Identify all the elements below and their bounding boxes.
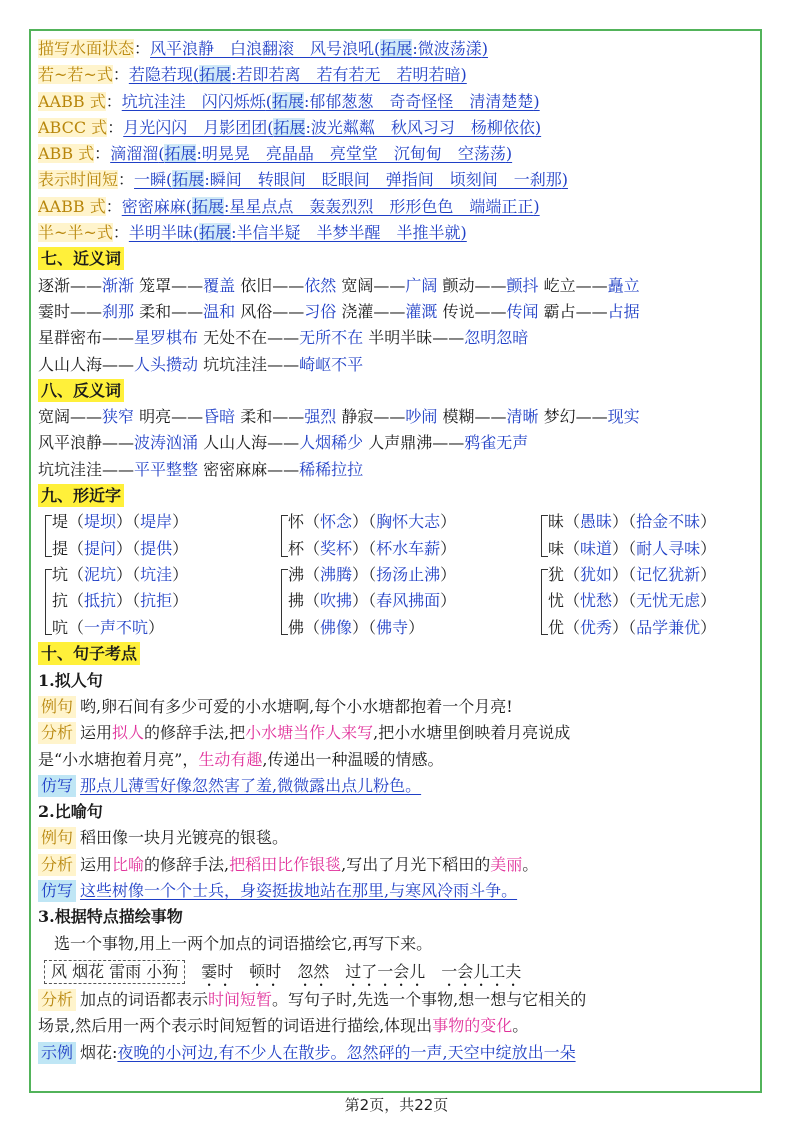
word: 明亮 [139, 407, 172, 427]
extension-tag: 拓展 [273, 117, 306, 137]
paired-word: 稀稀拉拉 [299, 459, 364, 479]
expansion-label: AABB 式 [38, 196, 106, 216]
base-words: 月光闪闪 月影团团 [123, 117, 268, 137]
extension-words: :半信半疑 半梦半醒 半推半就 [231, 223, 461, 243]
word-pair-line: 风平浪静——波涛汹涌 人山人海——人烟稀少 人声鼎沸——鸦雀无声 [38, 433, 529, 453]
word-pair-line: 人山人海——人头攒动 坑坑洼洼——崎岖不平 [38, 354, 364, 374]
extension-tag: 拓展 [164, 144, 197, 164]
expansion-line [38, 141, 760, 167]
paired-word: 狭窄 [102, 407, 135, 427]
similar-characters-grid [38, 509, 760, 641]
char: 拂 [288, 591, 305, 611]
word: 风平浪静 [38, 433, 103, 453]
expansion-words: 半明半昧(拓展:半信半疑 半梦半醒 半推半就) [128, 223, 467, 243]
char: 抗 [52, 591, 69, 611]
char: 吭 [52, 617, 69, 637]
expansion-label: 描写水面状态 [38, 39, 135, 58]
char-row: 提（提问）（提供） [52, 538, 189, 558]
char-word: 提问 [84, 538, 117, 558]
char-row: 杯（奖杯）（杯水车薪） [288, 538, 457, 558]
word: 静寂 [341, 407, 374, 427]
char-word: 愚昧 [580, 512, 613, 532]
task-instruction: 选一个事物,用上一两个加点的词语描绘它,再写下来。 [54, 933, 433, 953]
char: 优 [548, 617, 565, 637]
expansion-words: 月光闪闪 月影团团(拓展:波光粼粼 秋风习习 杨柳依依) [123, 117, 542, 137]
word: 宽阔 [341, 275, 374, 295]
word: 浇灌 [341, 301, 374, 321]
expansion-line [38, 220, 760, 246]
expansion-label: ABCC 式 [38, 117, 108, 137]
expansion-label: 表示时间短 [38, 170, 119, 190]
paired-word: 人烟稀少 [299, 433, 364, 453]
base-words: 一瞬 [134, 170, 167, 190]
paired-word: 强烈 [304, 407, 337, 427]
paired-word: 清晰 [506, 407, 539, 427]
imitation-2: 仿写 这些树像一个个士兵，身姿挺拔地站在那里,与寒风冷雨斗争。 [38, 878, 760, 904]
page-footer: 第2页，共22页 [344, 1096, 449, 1114]
base-words: 坑坑洼洼 闪闪烁烁 [121, 91, 266, 111]
word-expansion-list [38, 36, 760, 246]
paired-word: 无所不在 [299, 328, 364, 348]
paired-word: 昏暗 [203, 407, 236, 427]
word: 风俗 [240, 301, 273, 321]
brace-line [541, 569, 548, 635]
char-group [548, 509, 716, 640]
synonym-list [38, 273, 760, 378]
char-word: 忧愁 [580, 591, 613, 611]
paired-word: 传闻 [506, 301, 539, 321]
char-word: 一声不吭 [84, 617, 149, 637]
paired-word: 覆盖 [203, 275, 236, 295]
char-row: 佛（佛像）（佛寺） [288, 617, 425, 637]
char-word: 抗拒 [140, 591, 173, 611]
word: 颤动 [442, 275, 475, 295]
word: 无处不在 [203, 328, 268, 348]
expansion-line [38, 194, 760, 220]
char-word: 味道 [580, 538, 613, 558]
expansion-words: 一瞬(拓展:瞬间 转眼间 眨眼间 弹指间 顷刻间 一刹那) [134, 170, 568, 190]
char-row: 抗（抵抗）（抗拒） [52, 591, 189, 611]
char-word: 优秀 [580, 617, 613, 637]
analysis-1-cont: 是“小水塘抱着月亮”，生动有趣,传递出一种温暖的情感。 [38, 749, 444, 769]
expansion-line [38, 167, 760, 193]
char-word: 无忧无虑 [636, 591, 701, 611]
word: 半明半昧 [368, 328, 433, 348]
char-word: 犹如 [580, 564, 613, 584]
word: 柔和 [240, 407, 273, 427]
expansion-sep: ： [112, 65, 129, 85]
base-words: 半明半昧 [128, 223, 193, 243]
char-word: 品学兼优 [636, 617, 701, 637]
char-row: 拂（吹拂）（春风拂面） [288, 591, 457, 611]
paired-word: 广阔 [405, 275, 438, 295]
base-words: 密密麻麻 [121, 196, 186, 216]
word: 逐渐 [38, 275, 71, 295]
char: 堤 [52, 512, 69, 532]
char-row: 沸（沸腾）（扬汤止沸） [288, 564, 457, 584]
brace-line [281, 569, 288, 635]
word-pair-line: 星群密布——星罗棋布 无处不在——无所不在 半明半昧——忽明忽暗 [38, 328, 529, 348]
paired-word: 忽明忽暗 [464, 328, 529, 348]
char-word: 堤坝 [84, 512, 117, 532]
expansion-label: 若~若~式 [38, 65, 113, 85]
word: 人山人海 [38, 354, 103, 374]
expansion-words: 坑坑洼洼 闪闪烁烁(拓展:郁郁葱葱 奇奇怪怪 清清楚楚) [121, 91, 540, 111]
imitation-1: 仿写 那点儿薄雪好像忽然害了羞,微微露出点儿粉色。 [38, 773, 760, 799]
extension-words: :星星点点 轰轰烈烈 形形色色 端端正正 [224, 196, 534, 216]
analysis-3-cont: 场景,然后用一两个表示时间短暂的词语进行描绘,体现出事物的变化。 [38, 1016, 529, 1036]
expansion-line [38, 115, 760, 141]
char-row: 怀（怀念）（胸怀大志） [288, 512, 457, 532]
paired-word: 颤抖 [506, 275, 539, 295]
paired-word: 崎岖不平 [299, 354, 364, 374]
char-word: 春风拂面 [376, 591, 441, 611]
paired-word: 温和 [203, 301, 236, 321]
expansion-words: 风平浪静 白浪翻滚 风号浪吼(拓展:微波荡漾) [150, 39, 488, 58]
char-word: 拾金不昧 [636, 512, 701, 532]
page-content [38, 36, 760, 1066]
expansion-sep: ： [94, 144, 111, 164]
word-pair-line: 逐渐——渐渐 笼罩——覆盖 依旧——依然 宽阔——广阔 颤动——颤抖 屹立——矗立 [38, 275, 640, 295]
char-row: 优（优秀）（品学兼优） [548, 617, 717, 637]
section-10-heading: 十、句子考点 [38, 641, 760, 667]
char-row: 犹（犹如）（记忆犹新） [548, 564, 717, 584]
paired-word: 现实 [607, 407, 640, 427]
word: 星群密布 [38, 328, 103, 348]
paired-word: 平平整整 [134, 459, 199, 479]
expansion-sep: ： [134, 39, 151, 58]
word: 密密麻麻 [203, 459, 268, 479]
expansion-words: 滴溜溜(拓展:明晃晃 亮晶晶 亮堂堂 沉甸甸 空荡荡) [110, 144, 513, 164]
word: 坑坑洼洼 [203, 354, 268, 374]
paired-word: 吵闹 [405, 407, 438, 427]
example-sentence-2: 例句 稻田像一块月光镀亮的银毯。 [38, 825, 760, 851]
char-word: 记忆犹新 [636, 564, 701, 584]
char-group [52, 509, 188, 640]
char-word: 扬汤止沸 [376, 564, 441, 584]
expansion-sep: ： [118, 170, 135, 190]
word: 人山人海 [203, 433, 268, 453]
expansion-sep: ： [105, 91, 122, 111]
analysis-1: 分析 运用拟人的修辞手法,把小水塘当作人来写,把小水塘里倒映着月亮说成 [38, 720, 760, 746]
char-word: 胸怀大志 [376, 512, 441, 532]
expansion-sep: ： [105, 196, 122, 216]
char-word: 堤岸 [140, 512, 173, 532]
paired-word: 灌溉 [405, 301, 438, 321]
paired-word: 渐渐 [102, 275, 135, 295]
char: 味 [548, 538, 565, 558]
paired-word: 习俗 [304, 301, 337, 321]
extension-tag: 拓展 [380, 39, 413, 58]
char-group [288, 509, 456, 640]
extension-tag: 拓展 [192, 196, 225, 216]
paired-word: 波涛汹涌 [134, 433, 199, 453]
analysis-3: 分析 加点的词语都表示时间短暂。写句子时,先选一个事物,想一想与它相关的 [38, 987, 760, 1013]
char-word: 佛像 [320, 617, 353, 637]
char: 杯 [288, 538, 305, 558]
word-pair-line: 霎时——刹那 柔和——温和 风俗——习俗 浇灌——灌溉 传说——传闻 霸占——占据 [38, 301, 640, 321]
sample-answer: 示例 烟花:夜晚的小河边,有不少人在散步。忽然砰的一声,天空中绽放出一朵 [38, 1040, 760, 1066]
paired-word: 刹那 [102, 301, 135, 321]
char-word: 沸腾 [320, 564, 353, 584]
word: 传说 [442, 301, 475, 321]
word: 柔和 [139, 301, 172, 321]
char: 坑 [52, 564, 69, 584]
expansion-label: AABB 式 [38, 91, 106, 111]
expansion-line [38, 89, 760, 115]
task-options [38, 957, 760, 987]
char: 沸 [288, 564, 305, 584]
extension-words: :郁郁葱葱 奇奇怪怪 清清楚楚 [304, 91, 534, 111]
expansion-line [38, 36, 760, 62]
word: 霎时 [38, 301, 71, 321]
base-words: 若隐若现 [128, 65, 193, 85]
section-8-heading: 八、反义词 [38, 378, 760, 404]
paired-word: 人头攒动 [134, 354, 199, 374]
char-word: 杯水车薪 [376, 538, 441, 558]
dotted-time-words: 霎时 顿时 忽然 过了一会儿 一会儿工夫 [201, 961, 522, 981]
subsection-1-title: 1.拟人句 [38, 670, 103, 690]
char-word: 佛寺 [376, 617, 409, 637]
extension-tag: 拓展 [172, 170, 205, 190]
subsection-2-title: 2.比喻句 [38, 802, 103, 822]
char: 昧 [548, 512, 565, 532]
section-9-heading: 九、形近字 [38, 483, 760, 509]
brace-line [45, 569, 52, 635]
paired-word: 占据 [607, 301, 640, 321]
word: 依旧 [240, 275, 273, 295]
brace-line [541, 515, 548, 557]
paired-word: 依然 [304, 275, 337, 295]
extension-tag: 拓展 [199, 223, 232, 243]
char: 提 [52, 538, 69, 558]
word: 人声鼎沸 [368, 433, 433, 453]
word: 屹立 [543, 275, 576, 295]
base-words: 滴溜溜 [110, 144, 159, 164]
extension-words: :波光粼粼 秋风习习 杨柳依依 [305, 117, 535, 137]
word: 宽阔 [38, 407, 71, 427]
expansion-sep: ： [107, 117, 124, 137]
word-pair-line: 宽阔——狭窄 明亮——昏暗 柔和——强烈 静寂——吵闹 模糊——清晰 梦幻——现实 [38, 407, 640, 427]
extension-words: :若即若离 若有若无 若明若暗 [231, 65, 461, 85]
char: 犹 [548, 564, 565, 584]
char-row: 忧（忧愁）（无忧无虑） [548, 591, 717, 611]
char-word: 耐人寻味 [636, 538, 701, 558]
antonym-list [38, 404, 760, 483]
expansion-words: 密密麻麻(拓展:星星点点 轰轰烈烈 形形色色 端端正正) [121, 196, 540, 216]
subject-box: 风 烟花 雷雨 小狗 [44, 960, 185, 984]
expansion-label: 半~半~式 [38, 223, 113, 243]
word: 梦幻 [543, 407, 576, 427]
analysis-2: 分析 运用比喻的修辞手法,把稻田比作银毯,写出了月光下稻田的美丽。 [38, 852, 760, 878]
expansion-line [38, 62, 760, 88]
extension-words: :明晃晃 亮晶晶 亮堂堂 沉甸甸 空荡荡 [196, 144, 506, 164]
paired-word: 矗立 [607, 275, 640, 295]
char: 忧 [548, 591, 565, 611]
char-word: 提供 [140, 538, 173, 558]
char: 怀 [288, 512, 305, 532]
brace-line [45, 515, 52, 557]
char: 佛 [288, 617, 305, 637]
char-row: 堤（堤坝）（堤岸） [52, 512, 189, 532]
char-word: 抵抗 [84, 591, 117, 611]
char-row: 味（味道）（耐人寻味） [548, 538, 717, 558]
char-word: 吹拂 [320, 591, 353, 611]
char-row: 昧（愚昧）（拾金不昧） [548, 512, 717, 532]
char-word: 奖杯 [320, 538, 353, 558]
expansion-sep: ： [112, 223, 129, 243]
paired-word: 星罗棋布 [134, 328, 199, 348]
extension-words: :瞬间 转眼间 眨眼间 弹指间 顷刻间 一刹那 [204, 170, 562, 190]
char-word: 怀念 [320, 512, 353, 532]
word: 霸占 [543, 301, 576, 321]
extension-tag: 拓展 [272, 91, 305, 111]
expansion-label: ABB 式 [38, 144, 95, 164]
section-7-heading: 七、近义词 [38, 246, 760, 272]
extension-tag: 拓展 [199, 65, 232, 85]
expansion-words: 若隐若现(拓展:若即若离 若有若无 若明若暗) [128, 65, 467, 85]
subsection-3-title: 3.根据特点描绘事物 [38, 907, 183, 927]
extension-words: :微波荡漾 [412, 39, 482, 58]
word: 模糊 [442, 407, 475, 427]
word: 坑坑洼洼 [38, 459, 103, 479]
word: 笼罩 [139, 275, 172, 295]
paired-word: 鸦雀无声 [464, 433, 529, 453]
char-row: 吭（一声不吭） [52, 617, 165, 637]
char-word: 坑洼 [140, 564, 173, 584]
char-word: 泥坑 [84, 564, 117, 584]
example-sentence-1: 例句 哟,卵石间有多少可爱的小水塘啊,每个小水塘都抱着一个月亮! [38, 694, 760, 720]
word-pair-line: 坑坑洼洼——平平整整 密密麻麻——稀稀拉拉 [38, 459, 364, 479]
char-row: 坑（泥坑）（坑洼） [52, 564, 189, 584]
base-words: 风平浪静 白浪翻滚 风号浪吼 [150, 39, 375, 58]
brace-line [281, 515, 288, 557]
